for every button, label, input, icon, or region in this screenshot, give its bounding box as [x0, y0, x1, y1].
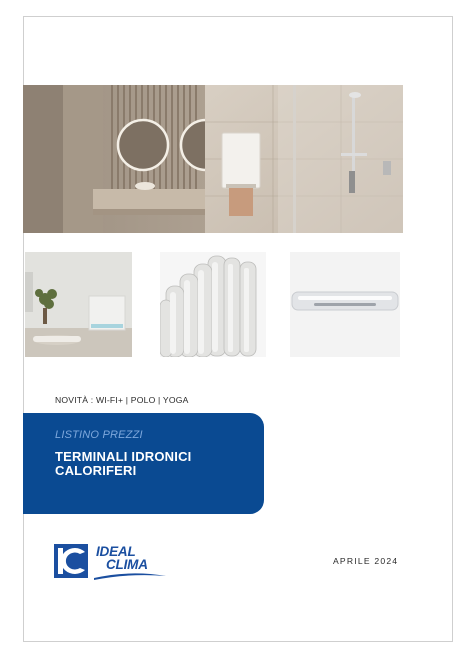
wall-fan-coil-unit-image — [290, 252, 400, 357]
column-radiator-image — [160, 252, 266, 357]
logo-swoosh-icon — [94, 572, 166, 580]
price-list-title: LISTINO PREZZI — [55, 429, 143, 441]
logo-wordmark: IDEAL CLIMA — [96, 544, 148, 572]
publication-date: APRILE 2024 — [333, 556, 399, 566]
product-line-1: TERMINALI IDRONICI — [55, 449, 192, 464]
living-room-fan-coil-image — [25, 252, 132, 357]
ideal-clima-logo — [54, 544, 164, 580]
ic-monogram-icon — [54, 544, 88, 578]
hero-bathroom-image — [23, 85, 403, 233]
product-line-2: CALORIFERI — [55, 463, 137, 478]
price-list-banner — [23, 413, 264, 514]
novelty-line: NOVITÀ : WI-FI+ | POLO | YOGA — [55, 395, 189, 405]
